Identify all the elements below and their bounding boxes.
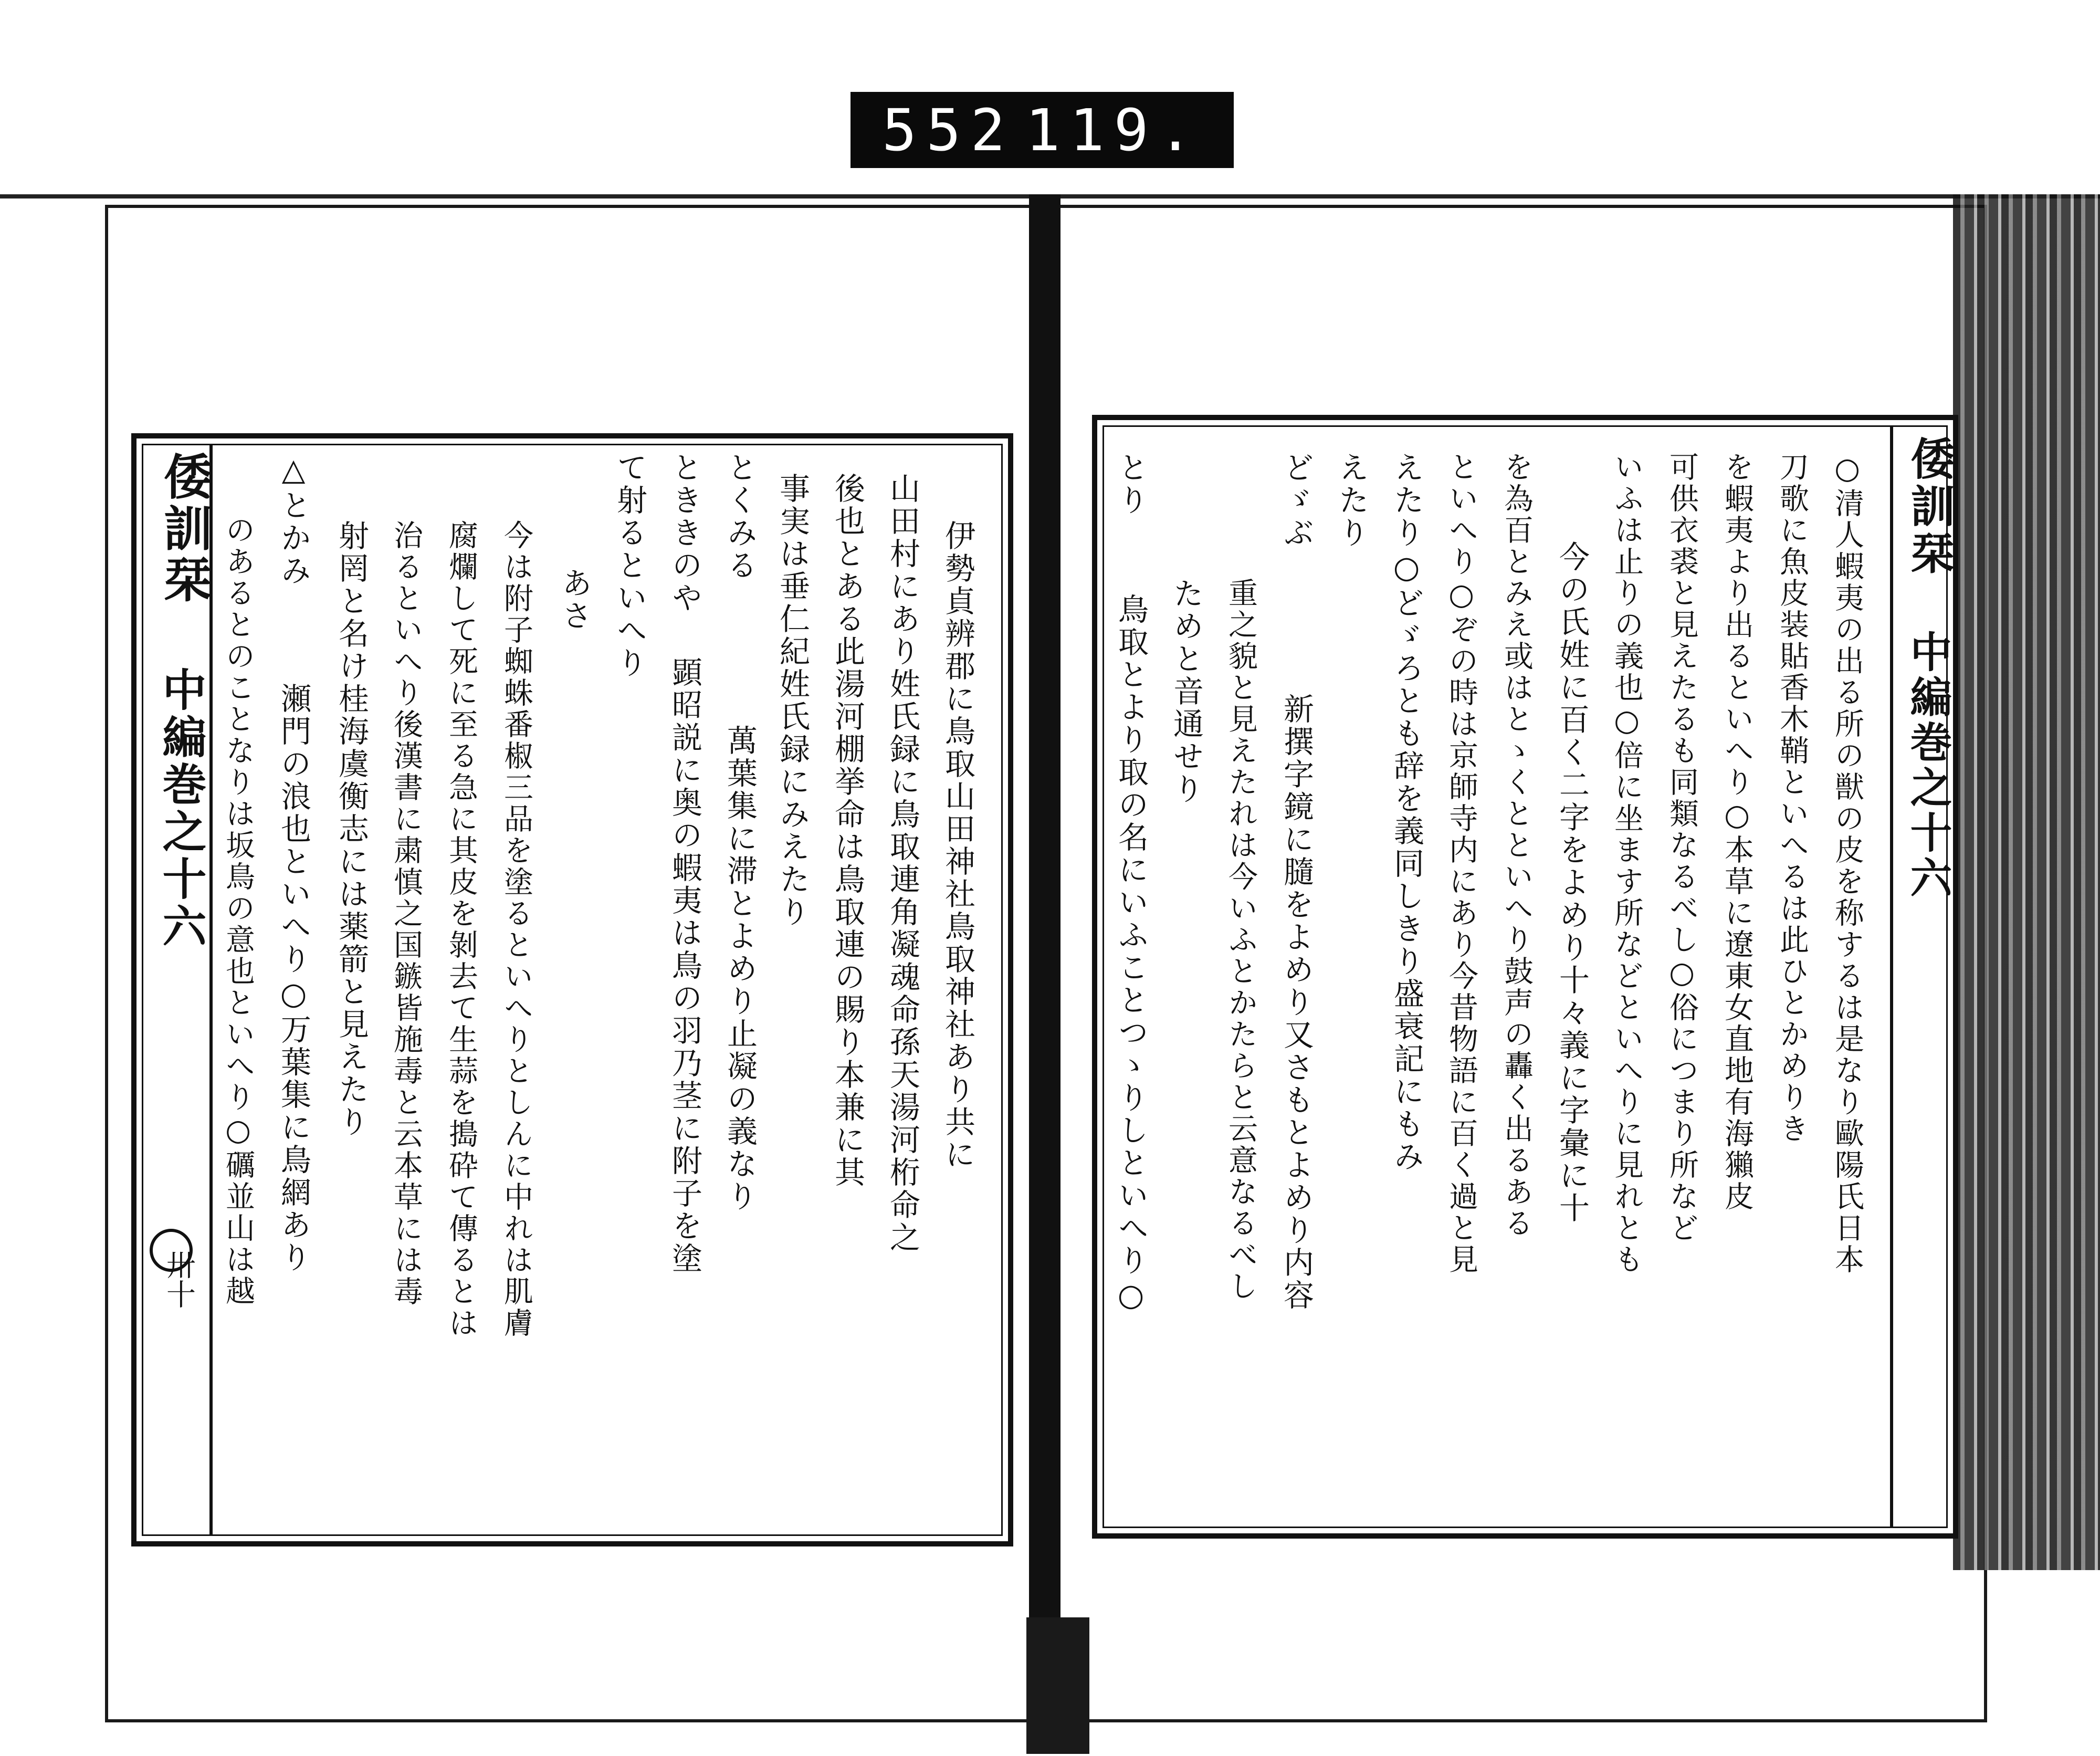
right-column-9: えたり○どゞろとも辞を義同しきり盛衰記にもみ: [1389, 452, 1424, 1173]
folio-circle-icon: [150, 1229, 193, 1272]
left-column-17: のあるとのことなりは坂鳥の意也といへり○礪並山は越: [221, 515, 255, 1307]
left-column-16: 瀬門の浪也といへり○万葉集に鳥網あり: [276, 683, 311, 1274]
left-column-12: 腐爛して死に至る急に其皮を剝去て生蒜を搗砕て傳るとは: [444, 520, 478, 1339]
right-column-1: ○清人蝦夷の出る所の獣の皮を称するは是なり歐陽氏日本: [1830, 452, 1864, 1276]
left-column-10: あさ: [556, 567, 592, 632]
right-column-8: といへり○ぞの時は京師寺内にあり今昔物語に百く過と見: [1444, 452, 1478, 1276]
left-column-13: 治るといへり後漢書に粛慎之国鏃皆施毒と云本草には毒: [389, 520, 423, 1308]
right-column-11: どゞぶ: [1278, 452, 1314, 549]
catalog-number-left: 552: [882, 96, 1015, 164]
right-column-5: いふは止りの義也○倍に坐ます所などといへりに見れとも: [1610, 452, 1644, 1276]
left-column-1: 伊勢貞辨郡に鳥取山田神社鳥取神社あり共に: [940, 520, 975, 1171]
left-column-9: て射るといへり: [612, 452, 647, 680]
book-gutter: [1029, 194, 1060, 1749]
right-column-4: 可供衣裘と見えたるも同類なるべし○俗につまり所など: [1665, 452, 1699, 1244]
left-column-15: △とかみ: [276, 452, 311, 587]
right-column-13: 重之貌と見えたれは今いふとかたらと云意なるべし: [1224, 578, 1258, 1302]
gutter-tab: [1026, 1617, 1089, 1754]
left-title-band: [139, 444, 213, 1536]
right-column-3: を蝦夷より出るといへり○本草に遼東女直地有海獺皮: [1720, 452, 1754, 1213]
right-column-15: とり: [1113, 452, 1149, 517]
left-page-title: 倭訓栞: [156, 452, 213, 606]
left-page-volume: 中編巻之十六: [155, 667, 207, 950]
right-column-2: 刀歌に魚皮装貼香木鞘といへるは此ひとかめりき: [1775, 452, 1809, 1145]
left-column-14: 射罔と名け桂海虞衡志には薬箭と見えたり: [333, 520, 369, 1138]
right-title-band: [1890, 425, 1953, 1528]
left-column-6: 萬葉集に滞とよめり止凝の義なり: [722, 725, 758, 1213]
right-column-7: を為百とみえ或はとゝくとといへり鼓声の轟く出るある: [1499, 452, 1534, 1239]
right-column-14: ためと音通せり: [1168, 578, 1204, 806]
page-edge-shadow: [1953, 194, 2100, 1570]
right-page-title: 倭訓栞: [1904, 436, 1956, 578]
right-column-16: 鳥取とより取の名にいふことつゝりしといへり○: [1113, 593, 1149, 1315]
catalog-label: [850, 92, 1234, 168]
left-folio: 卅十: [162, 1250, 196, 1309]
left-column-5: とくみる: [722, 452, 758, 582]
right-column-12: 新撰字鏡に膸をよめり又さもとよめり内容: [1278, 693, 1314, 1312]
catalog-number-right: 119.: [1025, 96, 1202, 164]
right-page-volume: 中編巻之十六: [1903, 630, 1952, 901]
left-column-3: 後也とある此湯河棚挙命は鳥取連の賜り本兼に其: [830, 473, 865, 1189]
right-column-6: 今の氏姓に百く二字をよめり十々義に字彙に十: [1554, 541, 1590, 1225]
left-column-4: 事実は垂仁紀姓氏録にみえたり: [774, 473, 810, 928]
right-column-10: えたり: [1334, 452, 1369, 549]
left-column-11: 今は附子蜘蛛番椒三品を塗るといへりとしんに中れは肌膚: [499, 520, 533, 1339]
left-column-7: とききのや: [667, 452, 702, 614]
left-column-2: 山田村にあり姓氏録に鳥取連角凝魂命孫天湯河桁命之: [885, 473, 920, 1254]
left-column-8: 顕昭説に奥の蝦夷は鳥の羽乃茎に附子を塗: [667, 656, 702, 1275]
